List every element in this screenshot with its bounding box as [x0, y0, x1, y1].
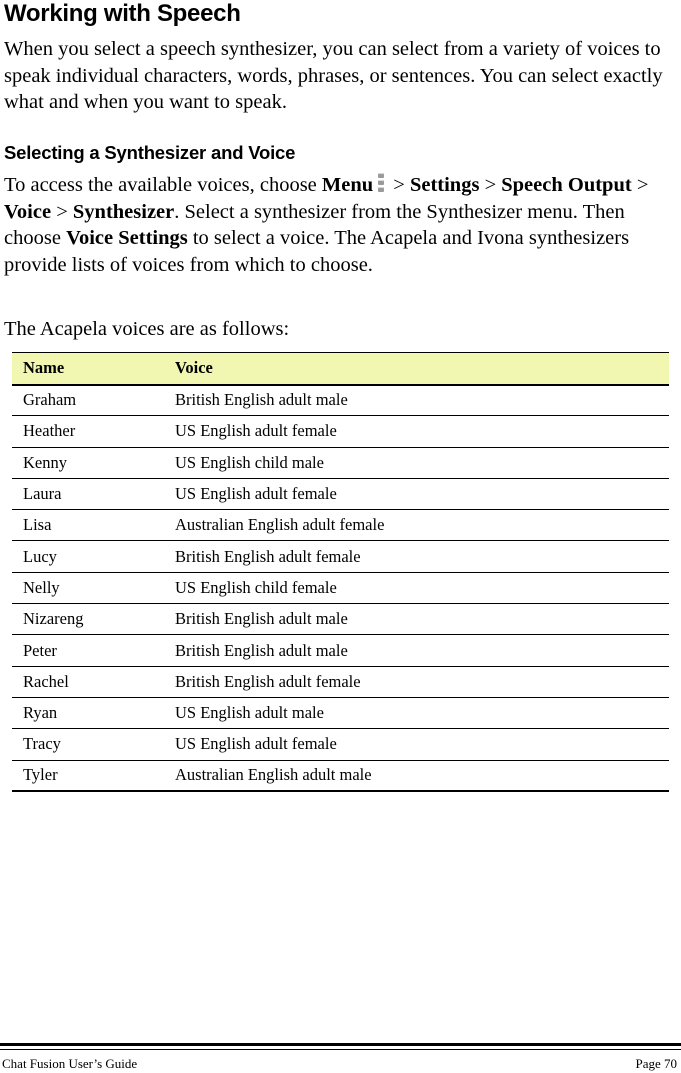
table-header-row	[12, 353, 669, 385]
column-header-voice: Voice	[164, 353, 669, 385]
voice-description: British English adult male	[164, 604, 669, 635]
voice-name: Lucy	[12, 541, 164, 572]
voice-name: Ryan	[12, 697, 164, 728]
voice-name: Lisa	[12, 510, 164, 541]
table-row	[12, 666, 669, 697]
access-text-2: . Select a synthesizer from the Synthesizer menu. Then choose	[4, 200, 625, 249]
voice-name: Heather	[12, 416, 164, 447]
table-row	[12, 697, 669, 728]
voice-description: US English adult female	[164, 729, 669, 760]
voice-description: US English child female	[164, 572, 669, 603]
path-separator: >	[479, 174, 502, 196]
voice-name: Kenny	[12, 447, 164, 478]
voice-description: British English adult female	[164, 541, 669, 572]
table-row	[12, 572, 669, 603]
table-row	[12, 478, 669, 509]
voice-description: British English adult female	[164, 666, 669, 697]
path-separator: >	[631, 174, 649, 196]
table-row	[12, 729, 669, 760]
page-heading: Working with Speech	[4, 0, 241, 27]
voice-description: Australian English adult female	[164, 510, 669, 541]
voice-description: Australian English adult male	[164, 760, 669, 791]
voice-description: British English adult male	[164, 635, 669, 666]
path-separator: >	[388, 174, 410, 196]
section-heading: Selecting a Synthesizer and Voice	[4, 142, 296, 163]
access-text-3: to select a voice. The Acapela and Ivona synthesizers provide lists of voices from which to choose.	[4, 227, 630, 276]
path-separator: >	[51, 200, 73, 223]
access-text-1: To access the available voices, choose	[4, 174, 322, 196]
voice-description: US English adult male	[164, 697, 669, 728]
table-row	[12, 447, 669, 478]
voice-description: US English child male	[164, 447, 669, 478]
voice-name: Tyler	[12, 760, 164, 791]
speech-output-label: Speech Output	[501, 174, 632, 196]
voice-description: US English adult female	[164, 478, 669, 509]
table-row	[12, 604, 669, 635]
table-row	[12, 635, 669, 666]
footer-rule-thick	[0, 1043, 681, 1046]
settings-label: Settings	[409, 174, 480, 196]
voice-description: US English adult female	[164, 416, 669, 447]
voice-name: Nelly	[12, 572, 164, 603]
intro-paragraph: When you select a speech synthesizer, you can select from a variety of voices to speak individual characters, words, phrases, or sentences. You can select exactly what and when you want to speak.	[4, 38, 663, 113]
synthesizer-label: Synthesizer	[72, 200, 175, 223]
voice-label: Voice	[4, 200, 52, 223]
voices-table	[12, 352, 669, 792]
table-row	[12, 510, 669, 541]
voice-settings-label: Voice Settings	[66, 227, 188, 249]
table-row	[12, 541, 669, 572]
access-paragraph	[4, 172, 676, 278]
table-intro: The Acapela voices are as follows:	[4, 318, 290, 340]
voice-name: Rachel	[12, 666, 164, 697]
voice-name: Nizareng	[12, 604, 164, 635]
voice-description: British English adult male	[164, 385, 669, 416]
menu-label: Menu	[321, 174, 374, 196]
footer-page-number: Page 70	[635, 1056, 677, 1071]
menu-icon	[377, 172, 385, 194]
footer-guide-title: Chat Fusion User’s Guide	[2, 1056, 138, 1071]
table-row	[12, 760, 669, 791]
voice-name: Graham	[12, 385, 164, 416]
voice-name: Peter	[12, 635, 164, 666]
table-row	[12, 416, 669, 447]
footer-rule-thin	[0, 1049, 681, 1050]
voice-name: Tracy	[12, 729, 164, 760]
voice-name: Laura	[12, 478, 164, 509]
table-row	[12, 385, 669, 416]
column-header-name: Name	[12, 353, 164, 385]
